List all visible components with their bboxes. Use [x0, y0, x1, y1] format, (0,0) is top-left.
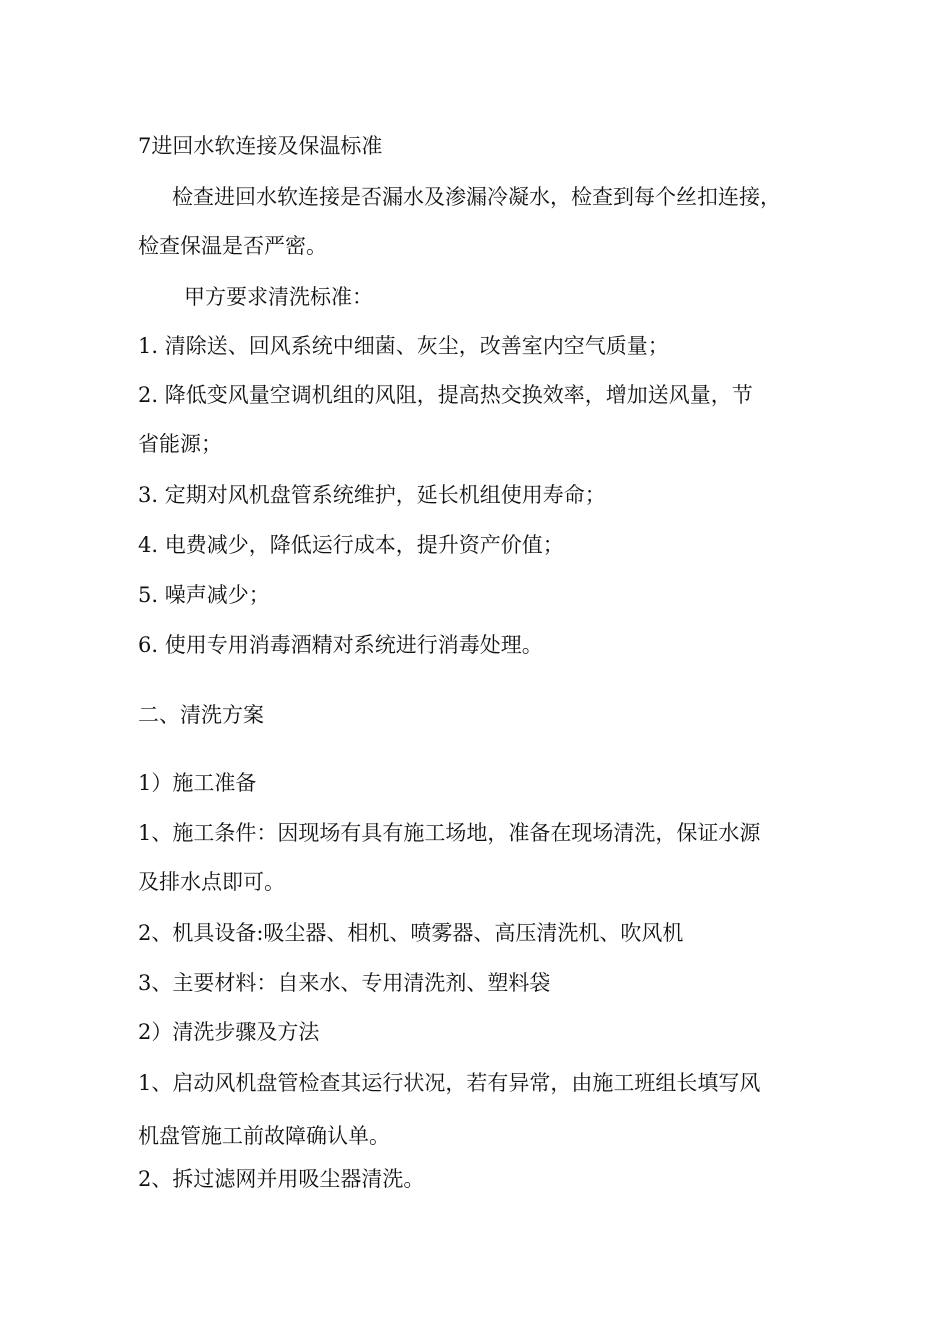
list-item: 2、机具设备:吸尘器、相机、喷雾器、高压清洗机、吹风机 [138, 921, 684, 945]
paragraph-line: 检查进回水软连接是否漏水及渗漏冷凝水，检查到每个丝扣连接， [172, 185, 781, 209]
list-item: 1. 清除送、回风系统中细菌、灰尘，改善室内空气质量； [138, 334, 669, 358]
list-item: 2、拆过滤网并用吸尘器清洗。 [138, 1167, 425, 1191]
list-item: 3、主要材料：自来水、专用清洗剂、塑料袋 [138, 971, 551, 995]
subheading-client-standards: 甲方要求清洗标准： [184, 285, 373, 309]
subheading-cleaning-steps: 2）清洗步骤及方法 [138, 1020, 320, 1044]
section-heading-water-connection: 7进回水软连接及保温标准 [138, 134, 383, 158]
list-item: 4. 电费减少，降低运行成本，提升资产价值； [138, 533, 564, 557]
subheading-preparation: 1）施工准备 [138, 771, 257, 795]
list-item: 1、施工条件：因现场有具有施工场地，准备在现场清洗，保证水源 [138, 821, 761, 845]
list-item-continuation: 机盘管施工前故障确认单。 [138, 1124, 390, 1148]
list-item: 3. 定期对风机盘管系统维护，延长机组使用寿命； [138, 483, 606, 507]
section-heading-cleaning-plan: 二、清洗方案 [138, 703, 264, 727]
list-item-continuation: 省能源； [138, 432, 222, 456]
list-item: 1、启动风机盘管检查其运行状况，若有异常，由施工班组长填写风 [138, 1071, 761, 1095]
list-item: 2. 降低变风量空调机组的风阻，提高热交换效率，增加送风量，节 [138, 383, 753, 407]
list-item: 5. 噪声减少； [138, 583, 270, 607]
list-item: 6. 使用专用消毒酒精对系统进行消毒处理。 [138, 633, 543, 657]
list-item-continuation: 及排水点即可。 [138, 870, 285, 894]
paragraph-line: 检查保温是否严密。 [138, 234, 327, 258]
